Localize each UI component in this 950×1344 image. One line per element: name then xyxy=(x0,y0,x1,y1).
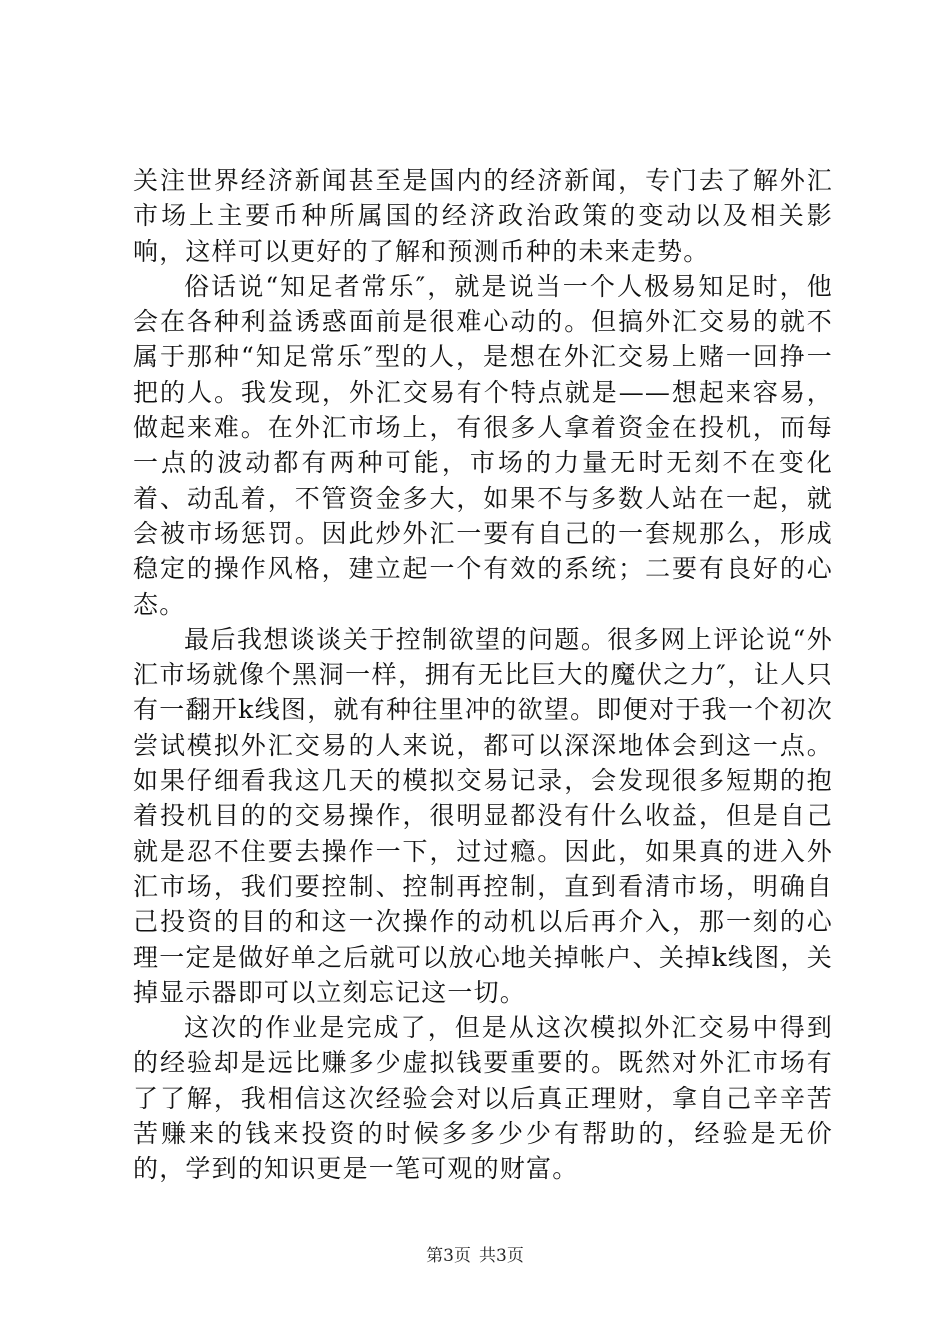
document-body xyxy=(133,163,833,1187)
paragraph-2: 俗话说“知足者常乐″，就是说当一个人极易知足时，他会在各种利益诱惑面前是很难心动的。但搞外汇交易的就不属于那种“知足常乐″型的人，是想在外汇交易上赌一回挣一把的人。我发现，外汇交易有个特点就是——想起来容易，做起来难。在外汇市场上，有很多人拿着资金在投机，而每一点的波动都有两种可能，市场的力量无时无刻不在变化着、动乱着，不管资金多大，如果不与多数人站在一起，就会被市场惩罚。因此炒外汇一要有自己的一套规那么，形成稳定的操作风格，建立起一个有效的系统；二要有良好的心态。 xyxy=(133,271,833,619)
page-number-total: 共3页 xyxy=(479,1246,524,1266)
paragraph-4: 这次的作业是完成了，但是从这次模拟外汇交易中得到的经验却是远比赚多少虚拟钱要重要的。既然对外汇市场有了了解，我相信这次经验会对以后真正理财，拿自己辛辛苦苦赚来的钱来投资的时候多多少少有帮助的，经验是无价的，学到的知识更是一笔可观的财富。 xyxy=(133,1013,833,1184)
page-number-current: 第3页 xyxy=(426,1246,471,1266)
paragraph-1: 关注世界经济新闻甚至是国内的经济新闻，专门去了解外汇市场上主要币种所属国的经济政治政策的变动以及相关影响，这样可以更好的了解和预测币种的未来走势。 xyxy=(133,166,833,266)
paragraph-3: 最后我想谈谈关于控制欲望的问题。很多网上评论说“外汇市场就像个黑洞一样，拥有无比巨大的魔伏之力″，让人只有一翻开k线图，就有种往里冲的欲望。即便对于我一个初次尝试模拟外汇交易的人来说，都可以深深地体会到这一点。如果仔细看我这几天的模拟交易记录，会发现很多短期的抱着投机目的的交易操作，很明显都没有什么收益，但是自己就是忍不住要去操作一下，过过瘾。因此，如果真的进入外汇市场，我们要控制、控制再控制，直到看清市场，明确自己投资的目的和这一次操作的动机以后再介入，那一刻的心理一定是做好单之后就可以放心地关掉帐户、关掉k线图，关掉显示器即可以立刻忘记这一切。 xyxy=(133,624,833,1007)
page-footer xyxy=(0,1246,950,1266)
